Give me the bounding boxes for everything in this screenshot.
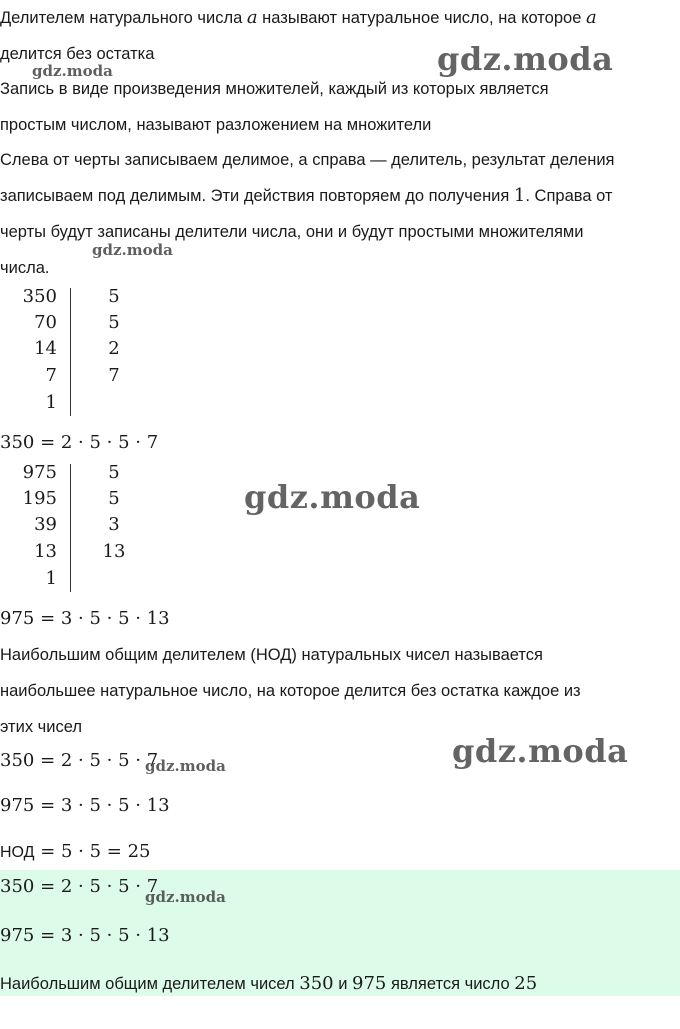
gcd-expression: = 5 · 5 = 25 [34, 841, 151, 862]
dividend: 13 [34, 541, 57, 562]
text: Делителем натурального числа [0, 9, 247, 27]
definition-gcd-line2: наибольшее натуральное число, на которое делится без остатка каждое из [0, 682, 581, 700]
text: называют натуральное число, на которое [257, 9, 586, 27]
definition-factorization-line2: простым числом, называют разложением на множители [0, 116, 432, 134]
gcd-label: НОД [0, 844, 35, 861]
dividend: 1 [45, 568, 57, 589]
method-line2 [0, 178, 680, 214]
division-table-350 [0, 286, 200, 420]
text: . Справа от [525, 187, 613, 205]
watermark-logo: gdz.moda [437, 40, 614, 78]
variable-a: a [585, 7, 597, 28]
text: и [333, 975, 353, 993]
dividend: 975 [22, 462, 57, 483]
dividend: 7 [45, 365, 57, 386]
divisor: 13 [102, 541, 126, 562]
answer-factorization-350: 350 = 2 · 5 · 5 · 7 [0, 876, 159, 897]
variable-a: a [246, 7, 258, 28]
definition-gcd-line1: Наибольшим общим делителем (НОД) натуральных чисел называется [0, 646, 543, 664]
divisor: 5 [108, 462, 120, 483]
watermark-logo: gdz.moda [244, 478, 421, 516]
division-table-975 [0, 462, 200, 596]
division-bar [70, 464, 71, 592]
divisor: 3 [108, 514, 120, 535]
watermark-logo: gdz.moda [452, 732, 629, 770]
dividend: 350 [22, 286, 57, 307]
divisor: 2 [108, 338, 120, 359]
factorization-975: 975 = 3 · 5 · 5 · 13 [0, 795, 170, 816]
method-line4: числа. [0, 259, 50, 277]
answer-statement [0, 966, 680, 1002]
watermark-logo: gdz.moda [92, 241, 173, 259]
text: записываем под делимым. Эти действия повторяем до получения [0, 187, 514, 205]
number-one: 1 [513, 185, 526, 206]
divisor: 5 [108, 286, 120, 307]
text: Наибольшим общим делителем чисел [0, 975, 300, 993]
watermark-logo: gdz.moda [145, 888, 226, 906]
answer-factorization-975: 975 = 3 · 5 · 5 · 13 [0, 925, 170, 946]
watermark-logo: gdz.moda [145, 757, 226, 775]
number: 975 [352, 973, 387, 994]
result-975: 975 = 3 · 5 · 5 · 13 [0, 608, 170, 629]
divisor: 7 [108, 365, 120, 386]
method-line3: черты будут записаны делители числа, они и будут простыми множителями [0, 223, 584, 241]
method-line1: Слева от черты записываем делимое, а справа — делитель, результат деления [0, 151, 615, 169]
definition-gcd-line3: этих чисел [0, 718, 82, 736]
text: является число [386, 975, 515, 993]
number: 25 [514, 973, 538, 994]
gcd-computation [0, 841, 151, 862]
dividend: 1 [45, 392, 57, 413]
dividend: 39 [34, 514, 57, 535]
watermark-logo: gdz.moda [32, 62, 113, 80]
dividend: 70 [34, 312, 57, 333]
dividend: 195 [22, 488, 57, 509]
definition-divisor-line1 [0, 0, 680, 36]
number: 350 [299, 973, 334, 994]
definition-factorization-line1: Запись в виде произведения множителей, каждый из которых является [0, 80, 549, 98]
divisor: 5 [108, 312, 120, 333]
division-bar [70, 288, 71, 416]
divisor: 5 [108, 488, 120, 509]
definition-divisor-line2: делится без остатка [0, 45, 155, 63]
factorization-350: 350 = 2 · 5 · 5 · 7 [0, 750, 159, 771]
result-350: 350 = 2 · 5 · 5 · 7 [0, 432, 159, 453]
dividend: 14 [34, 338, 57, 359]
